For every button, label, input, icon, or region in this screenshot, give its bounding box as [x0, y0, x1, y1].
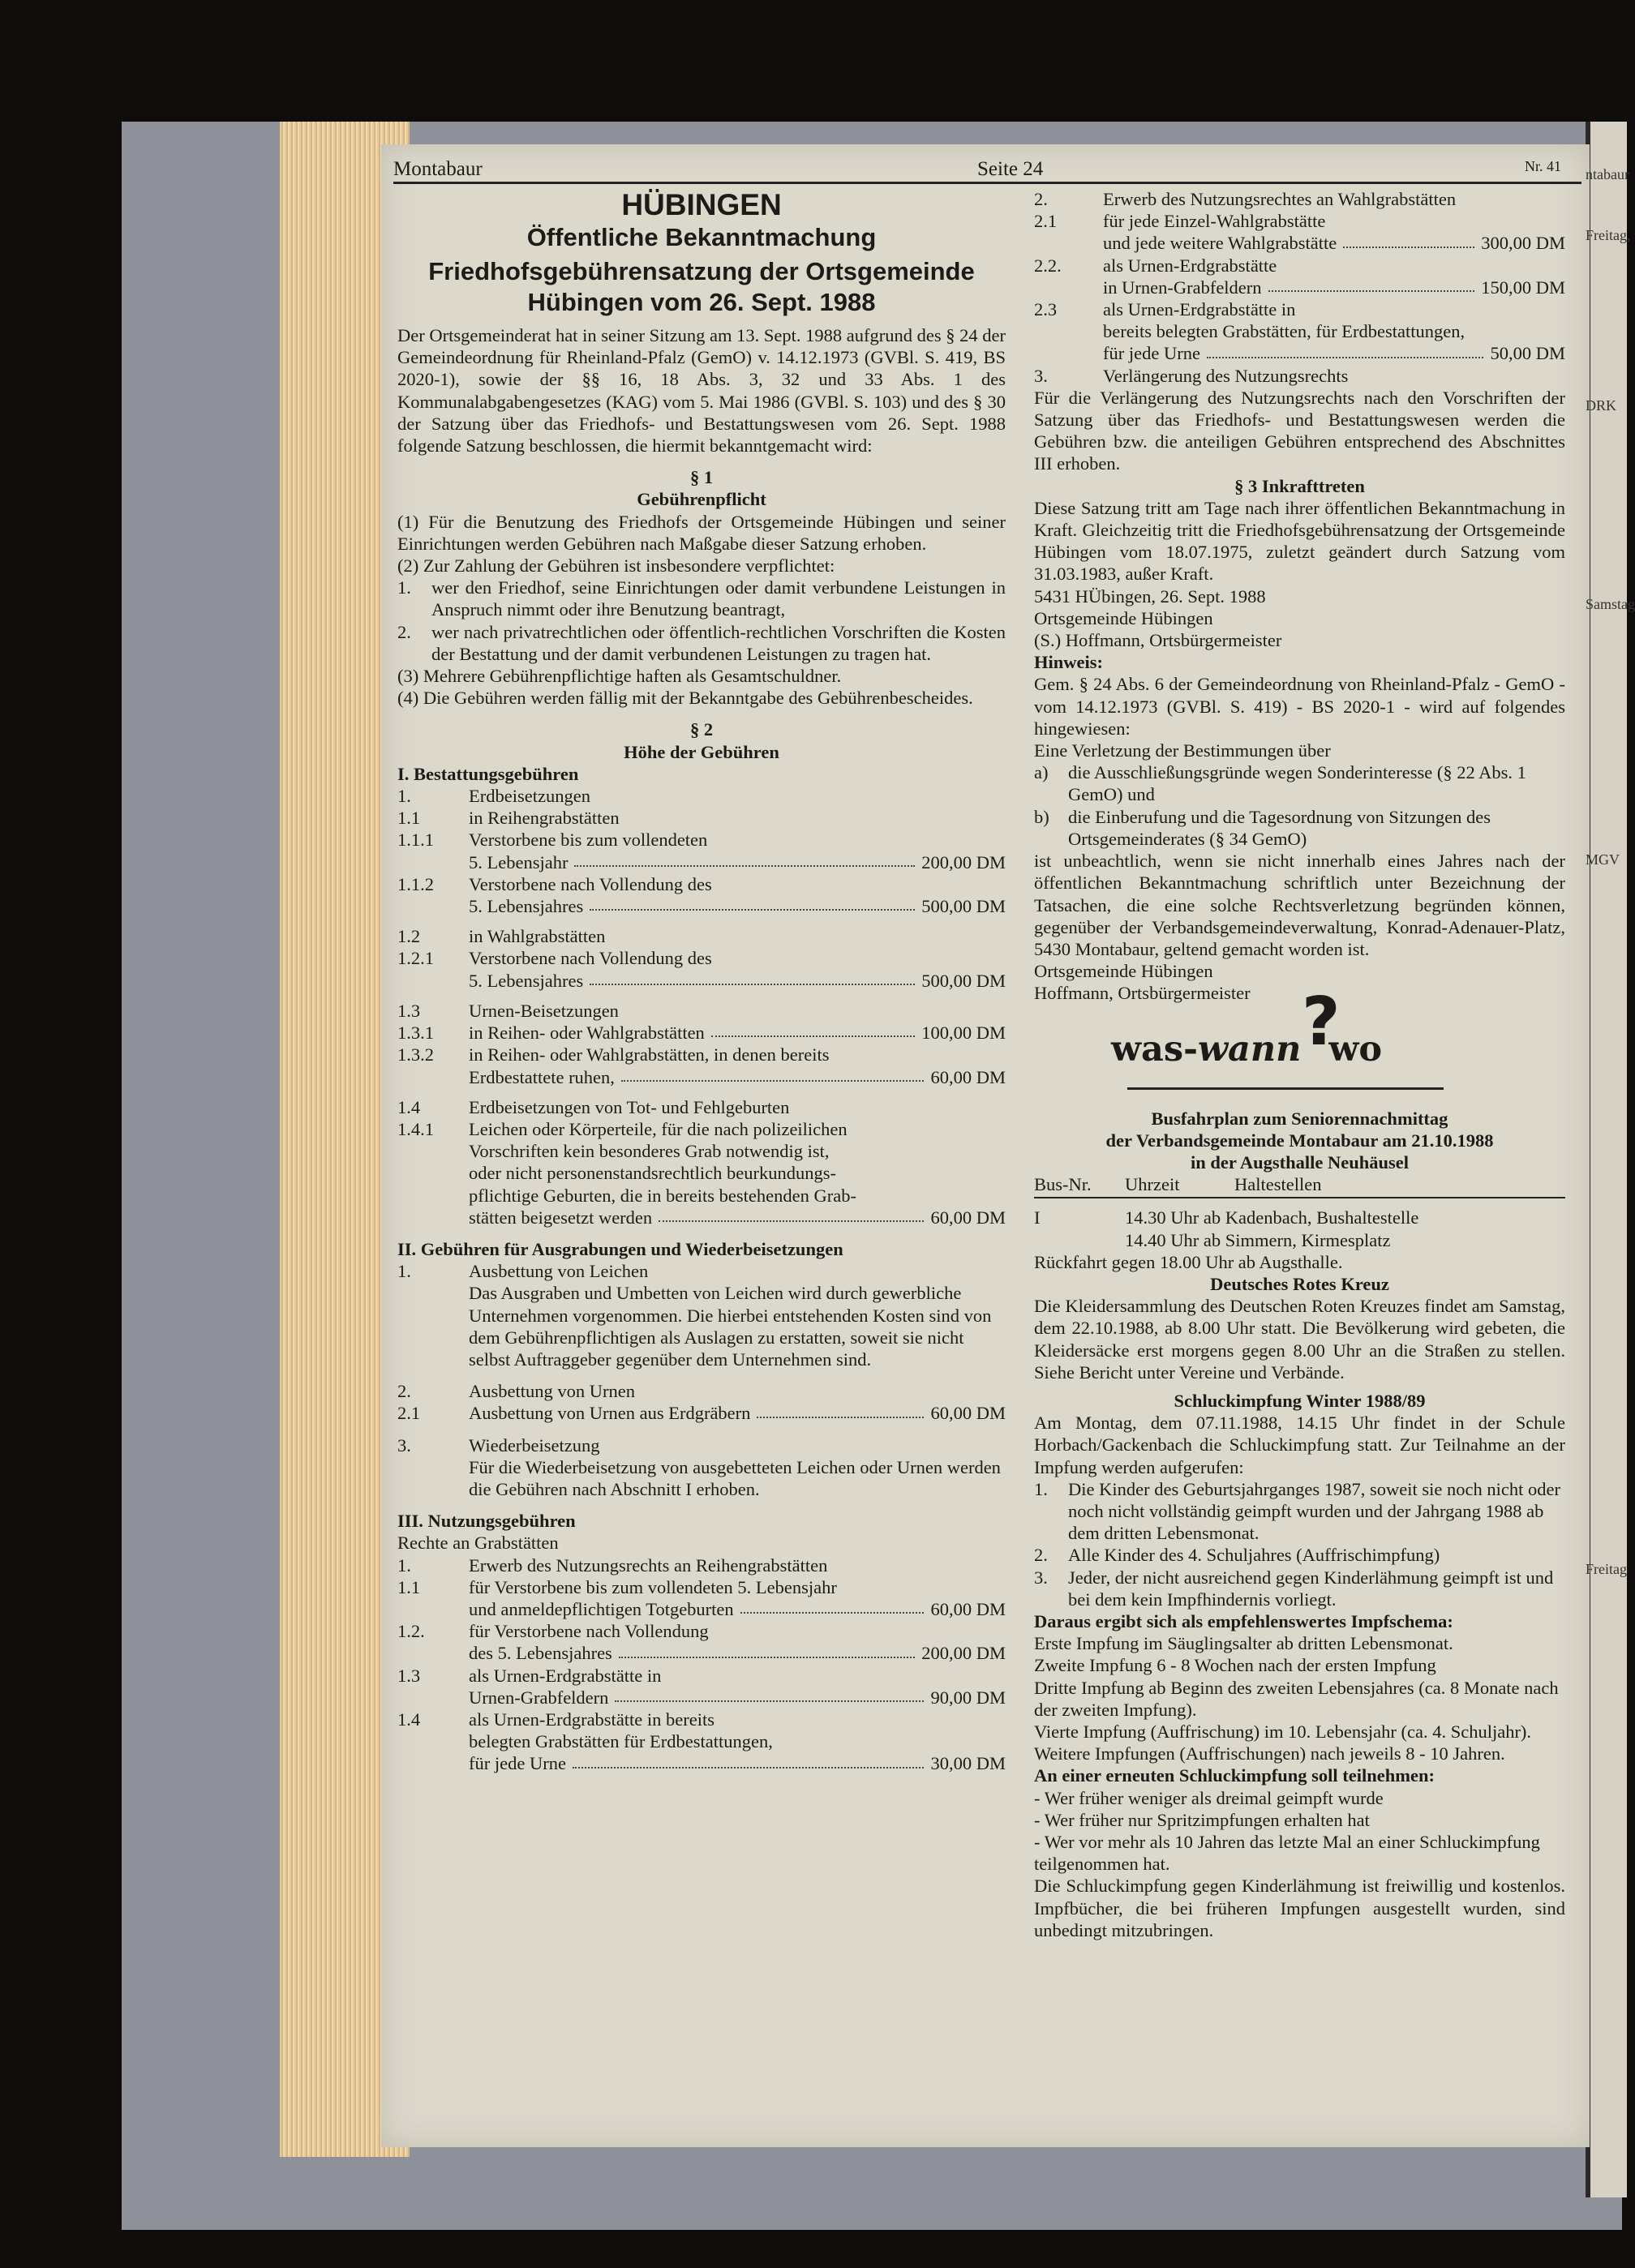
fee-number: 1.	[397, 786, 411, 807]
edge-text: DRK	[1586, 397, 1617, 414]
fee-text: und jede weitere Wahlgrabstätte	[1103, 233, 1337, 254]
bus-row	[1034, 1207, 1565, 1250]
notice-item	[1034, 761, 1565, 805]
fee-text: Verstorbene nach Vollendung des	[469, 948, 712, 969]
fee-price: 60,00 DM	[930, 1403, 1006, 1424]
item-text: wer den Friedhof, seine Einrichtungen oder damit verbundene Leistungen in Anspruch nimmt oder ihre Benutzung beantragt,	[431, 577, 1006, 620]
fee-row	[1034, 188, 1565, 210]
vaccination-text: Am Montag, dem 07.11.1988, 14.15 Uhr findet in der Schule Horbach/Gackenbach die Schluckimpfung statt. Zur Teilnahme an der Impfung werden aufgerufen:	[1034, 1413, 1565, 1477]
item-text: die Ausschließungsgründe wegen Sonderinteresse (§ 22 Abs. 1 GemO) und	[1068, 762, 1526, 805]
section-1-paragraph-3: (3) Mehrere Gebührenpflichtige haften als Gesamtschuldner.	[397, 666, 842, 687]
fee-text: und anmeldepflichtigen Totgeburten	[469, 1598, 734, 1619]
fee-text: in Wahlgrabstätten	[469, 926, 606, 947]
fee-text: des 5. Lebensjahres	[469, 1643, 612, 1664]
fee-number: 1.2.	[397, 1621, 425, 1642]
fee-row	[397, 873, 1006, 917]
part-3-subheading: Rechte an Grabstätten	[397, 1533, 559, 1554]
schema-line: Weitere Impfungen (Auffrischungen) nach jeweils 8 - 10 Jahren.	[1034, 1743, 1505, 1764]
part-3-heading: III. Nutzungsgebühren	[397, 1511, 576, 1532]
part-2-heading: II. Gebühren für Ausgrabungen und Wiederbeisetzungen	[397, 1238, 843, 1259]
fee-text: als Urnen-Erdgrabstätte	[1103, 255, 1277, 276]
fee-row	[1034, 210, 1565, 254]
fee-text: Urnen-Beisetzungen	[469, 1000, 619, 1021]
signer: (S.) Hoffmann, Ortsbürgermeister	[1034, 630, 1282, 651]
bus-column-header: Bus-Nr.	[1034, 1174, 1092, 1195]
fee-text: Erwerb des Nutzungsrechts an Reihengrabstätten	[469, 1554, 828, 1576]
repeat-line: - Wer früher weniger als dreimal geimpft wurde	[1034, 1787, 1384, 1808]
edge-text: Freitag,	[1586, 227, 1631, 243]
schema-line: Vierte Impfung (Auffrischung) im 10. Lebensjahr (ca. 4. Schuljahr).	[1034, 1721, 1532, 1742]
fee-number: 3.	[397, 1434, 411, 1456]
fee-row	[397, 1554, 1006, 1576]
fee-price: 100,00 DM	[921, 1023, 1006, 1044]
fee-number: 1.4	[397, 1709, 421, 1730]
edge-text: Samstag	[1586, 596, 1635, 612]
item-number: a)	[1034, 762, 1049, 783]
vaccination-item	[1034, 1544, 1565, 1566]
section-1-paragraph-2: (2) Zur Zahlung der Gebühren ist insbesondere verpflichtet:	[397, 555, 835, 577]
item-text: Jeder, der nicht ausreichend gegen Kinderlähmung geimpft ist und bei dem kein Impfhindernis vorliegt.	[1068, 1567, 1554, 1610]
fee-text: Ausbettung von Leichen	[469, 1261, 649, 1282]
fee-price: 500,00 DM	[921, 970, 1006, 991]
fee-text: Leichen oder Körperteile, für die nach polizeilichen	[469, 1118, 848, 1139]
fee-text: in Reihen- oder Wahlgrabstätten, in denen bereits	[469, 1044, 830, 1065]
repeat-title: An einer erneuten Schluckimpfung soll teilnehmen:	[1034, 1765, 1435, 1786]
fee-row	[397, 1000, 1006, 1022]
fee-text: Erwerb des Nutzungsrechtes an Wahlgrabstätten	[1103, 189, 1457, 209]
fee-row	[397, 807, 1006, 829]
vaccination-title: Schluckimpfung Winter 1988/89	[1174, 1390, 1426, 1411]
item-text: Die Kinder des Geburtsjahrganges 1987, soweit sie noch nicht oder noch nicht vollständig geimpft wurden und der Jahrgang 1988 ab dem dritten Lebensmonat.	[1068, 1478, 1560, 1544]
schema-title: Daraus ergibt sich als empfehlenswertes Impfschema:	[1034, 1610, 1453, 1631]
vaccination-item	[1034, 1478, 1565, 1545]
fee-text: pflichtige Geburten, die in bereits bestehenden Grab-	[469, 1185, 856, 1206]
article-heading: Friedhofsgebührensatzung der Ortsgemeinde Hübingen vom 26. Sept. 1988	[428, 257, 975, 316]
notice-text: ist unbeachtlich, wenn sie nicht innerhalb eines Jahres nach der öffentlichen Bekanntmachung schriftlich unter Bezeichnung der Tatsachen, die eine solche Rechtsverletzung begründen können, gegenüber der Verbandsgemeindeverwaltung, Konrad-Adenauer-Platz, 5430 Montabaur, geltend gemacht worden ist.	[1034, 851, 1565, 959]
fee-text: Verstorbene nach Vollendung des	[469, 873, 712, 894]
article-subtitle: Öffentliche Bekanntmachung	[526, 223, 877, 251]
item-number: 1.	[1034, 1478, 1048, 1499]
bus-column-header: Haltestellen	[1234, 1174, 1322, 1195]
fee-row	[397, 1456, 1006, 1500]
bus-title: der Verbandsgemeinde Montabaur am 21.10.1988	[1105, 1130, 1494, 1151]
fee-number: 2.2.	[1034, 255, 1062, 276]
fee-text: in Urnen-Grabfeldern	[1103, 277, 1262, 298]
section-1-paragraph-4: (4) Die Gebühren werden fällig mit der Bekanntgabe des Gebührenbescheides.	[397, 688, 973, 709]
edge-text: ntabaur	[1586, 166, 1629, 182]
fee-number: 2.	[397, 1381, 411, 1402]
signer: Ortsgemeinde Hübingen	[1034, 961, 1213, 982]
fee-text: bereits belegten Grabstätten, für Erdbestattungen,	[1103, 321, 1465, 342]
fee-row	[397, 1380, 1006, 1402]
bus-title: in der Augsthalle Neuhäusel	[1190, 1151, 1409, 1173]
notice-title: Hinweis:	[1034, 652, 1104, 673]
signer: Ortsgemeinde Hübingen	[1034, 607, 1213, 628]
fee-row	[397, 1096, 1006, 1118]
bus-number: I	[1034, 1207, 1041, 1228]
section-1-item	[397, 577, 1006, 620]
fee-row	[397, 785, 1006, 807]
section-3-paragraph: Diese Satzung tritt am Tage nach ihrer öffentlichen Bekanntmachung in Kraft. Gleichzeitig tritt die Friedhofsgebührensatzung der Ortsgemeinde Hübingen vom 18.07.1975, zuletzt geändert durch Satzung vom 31.03.1983, außer Kraft.	[1034, 497, 1565, 585]
fee-text: Ausbettung von Urnen	[469, 1381, 635, 1402]
fee-row	[397, 1665, 1006, 1709]
fee-number: 1.3.1	[397, 1023, 434, 1044]
fee-row	[397, 1434, 1006, 1456]
fee-number: 1.3	[397, 1000, 421, 1021]
fee-number: 1.1.1	[397, 830, 434, 851]
bus-column-header: Uhrzeit	[1125, 1174, 1180, 1195]
fee-text: oder nicht personenstandsrechtlich beurkundungs-	[469, 1163, 836, 1184]
fee-text: als Urnen-Erdgrabstätte in bereits	[469, 1709, 715, 1730]
fee-number: 1.1.2	[397, 873, 434, 894]
fee-text: 5. Lebensjahres	[469, 970, 584, 991]
fee-row	[1034, 365, 1565, 387]
item-text: die Einberufung und die Tagesordnung von Sitzungen des Ortsgemeinderates (§ 34 GemO)	[1068, 806, 1491, 849]
fee-number: 2.	[1034, 189, 1048, 209]
repeat-line: - Wer vor mehr als 10 Jahren das letzte Mal an einer Schluckimpfung teilgenommen hat.	[1034, 1832, 1540, 1875]
place-date: 5431 HÜbingen, 26. Sept. 1988	[1034, 585, 1266, 607]
logo-text: was-wann wo	[1111, 1028, 1383, 1070]
fee-text: Wiederbeisetzung	[469, 1434, 600, 1456]
fee-number: 2.1	[397, 1403, 421, 1424]
fee-price: 60,00 DM	[930, 1598, 1006, 1619]
item-number: b)	[1034, 806, 1049, 827]
fee-number: 1.1	[397, 808, 421, 829]
fee-row	[397, 1282, 1006, 1370]
fee-number: 1.3	[397, 1665, 421, 1686]
fee-table	[397, 785, 1006, 1228]
fee-number: 2.3	[1034, 299, 1058, 320]
fee-row	[397, 1620, 1006, 1664]
fee-row	[397, 925, 1006, 947]
edge-text: MGV	[1586, 851, 1620, 868]
part-1-heading: I. Bestattungsgebühren	[397, 763, 579, 784]
fee-number: 3.	[1034, 365, 1048, 386]
header-left: Montabaur	[393, 158, 483, 180]
fee-row	[397, 1022, 1006, 1044]
schema-line: Zweite Impfung 6 - 8 Wochen nach der ersten Impfung	[1034, 1655, 1436, 1676]
fee-text: Vorschriften kein besonderes Grab notwendig ist,	[469, 1141, 830, 1162]
fee-number: 1.	[397, 1261, 411, 1282]
section-1-item	[397, 621, 1006, 665]
article-title: HÜBINGEN	[621, 188, 782, 221]
bus-title: Busfahrplan zum Seniorennachmittag	[1151, 1108, 1448, 1129]
notice-item	[1034, 806, 1565, 850]
fee-text: für jede Urne	[469, 1753, 566, 1774]
fee-number: 2.1	[1034, 211, 1058, 232]
notice-text: Eine Verletzung der Bestimmungen über	[1034, 740, 1331, 761]
fee-number: 1.1	[397, 1576, 421, 1597]
fee-row	[397, 1402, 1006, 1424]
fee-text: Erdbeisetzungen	[469, 786, 590, 807]
fee-price: 50,00 DM	[1490, 343, 1565, 364]
schema-line: Dritte Impfung ab Beginn des zweiten Lebensjahres (ca. 8 Monate nach der zweiten Impfung).	[1034, 1677, 1559, 1720]
fee-price: 90,00 DM	[930, 1687, 1006, 1708]
right-column	[1034, 188, 1565, 1941]
item-number: 2.	[397, 621, 411, 642]
header-rule	[393, 182, 1581, 184]
fee-price: 60,00 DM	[930, 1066, 1006, 1087]
fee-text: als Urnen-Erdgrabstätte in	[469, 1665, 662, 1686]
fee-text: für Verstorbene nach Vollendung	[469, 1621, 709, 1642]
question-mark-icon: ?	[1302, 983, 1341, 1061]
header-right: Nr. 41	[1525, 158, 1561, 174]
section-1-number: § 1	[689, 467, 714, 488]
fee-row	[397, 1118, 1006, 1228]
fee-price: 30,00 DM	[930, 1753, 1006, 1774]
fee-row	[397, 1576, 1006, 1620]
fee-number: 1.4	[397, 1096, 421, 1117]
section-3-title: § 3 Inkrafttreten	[1234, 475, 1365, 496]
bus-return: Rückfahrt gegen 18.00 Uhr ab Augsthalle.	[1034, 1251, 1343, 1272]
section-2-title: Höhe der Gebühren	[624, 741, 779, 762]
signer: Hoffmann, Ortsbürgermeister	[1034, 983, 1251, 1004]
fee-text: Erdbeisetzungen von Tot- und Fehlgeburten	[469, 1096, 790, 1117]
extension-paragraph: Für die Verlängerung des Nutzungsrechts nach den Vorschriften der Satzung über das Friedhofs- und Bestattungswesen werden die Gebühren bzw. die anteiligen Gebühren entsprechend des Abschnittes III erhoben.	[1034, 387, 1565, 474]
fee-description: Für die Wiederbeisetzung von ausgebetteten Leichen oder Urnen werden die Gebühren nach Abschnitt I erhoben.	[469, 1456, 1001, 1499]
fee-price: 200,00 DM	[921, 1643, 1006, 1664]
fee-number: 1.	[397, 1554, 411, 1576]
fee-description: Das Ausgraben und Umbetten von Leichen wird durch gewerbliche Unternehmen vorgenommen. Die hierbei entstehenden Kosten sind von dem Gebührenpflichtigen als Auslagen zu erstatten, soweit sie nicht selbst Auftraggeber gegenüber dem Unternehmen sind.	[469, 1283, 992, 1370]
right-fee-table	[1034, 188, 1565, 365]
fee-text: stätten beigesetzt werden	[469, 1207, 653, 1228]
fee-text: 5. Lebensjahr	[469, 851, 569, 872]
fee-row	[397, 1044, 1006, 1087]
repeat-line: - Wer früher nur Spritzimpfungen erhalten hat	[1034, 1809, 1370, 1830]
vaccination-item	[1034, 1567, 1565, 1610]
closing-text: Die Schluckimpfung gegen Kinderlähmung ist freiwillig und kostenlos. Impfbücher, die bei früheren Impfungen ausgestellt wurden, sind unbedingt mitzubringen.	[1034, 1876, 1565, 1940]
fee-text: belegten Grabstätten für Erdbestattungen,	[469, 1731, 773, 1752]
fee-number: 1.2	[397, 926, 421, 947]
fee-number: 1.3.2	[397, 1044, 434, 1065]
item-text: Alle Kinder des 4. Schuljahres (Auffrischimpfung)	[1068, 1545, 1440, 1566]
fee-text: als Urnen-Erdgrabstätte in	[1103, 299, 1296, 320]
section-2-number: § 2	[689, 719, 714, 740]
fee-row	[397, 1709, 1006, 1775]
fee-number: 1.4.1	[397, 1118, 434, 1139]
fee-price: 200,00 DM	[921, 851, 1006, 872]
fee-text: für jede Einzel-Wahlgrabstätte	[1103, 211, 1326, 232]
item-number: 3.	[1034, 1567, 1048, 1588]
intro-paragraph: Der Ortsgemeinderat hat in seiner Sitzung am 13. Sept. 1988 aufgrund des § 24 der Gemeindeordnung für Rheinland-Pfalz (GemO) v. 14.12.1973 (GVBl. S. 419, BS 2020-1), sowie der §§ 16, 18 Abs. 3, 32 und 33 Abs. 1 des Kommunalabgabengesetzes (KAG) vom 5. Mai 1986 (GVBl. S. 103) und des § 30 der Satzung über das Friedhofs- und Bestattungswesen vom 26. Sept. 1988 folgende Satzung beschlossen, die hiermit bekanntgemacht wird:	[397, 325, 1006, 457]
drk-text: Die Kleidersammlung des Deutschen Roten Kreuzes findet am Samstag, dem 22.10.1988, ab 8.00 Uhr statt. Die Bevölkerung wird gebeten, die Kleidersäcke erst morgens gegen 8.00 Uhr an die Straßen zu stellen. Siehe Bericht unter Vereine und Verbände.	[1034, 1296, 1565, 1383]
drk-title: Deutsches Rotes Kreuz	[1210, 1273, 1389, 1294]
next-page-edge	[1586, 122, 1627, 2197]
item-number: 1.	[397, 577, 411, 598]
left-column	[397, 188, 1006, 1775]
fee-number: 1.2.1	[397, 948, 434, 969]
fee-text: in Reihengrabstätten	[469, 808, 620, 829]
fee-text: Urnen-Grabfeldern	[469, 1687, 609, 1708]
fee-text: Verlängerung des Nutzungsrechts	[1103, 365, 1349, 386]
fee-row	[397, 829, 1006, 872]
item-number: 2.	[1034, 1545, 1048, 1566]
item-text: wer nach privatrechtlichen oder öffentlich-rechtlichen Vorschriften die Kosten der Bestattung und der damit verbundenen Leistungen zu tragen hat.	[431, 621, 1006, 664]
fee-row	[397, 1260, 1006, 1282]
fee-text: Verstorbene bis zum vollendeten	[469, 830, 708, 851]
fee-text: Erdbestattete ruhen,	[469, 1066, 615, 1087]
fee-text: 5. Lebensjahres	[469, 896, 584, 917]
bus-times: 14.30 Uhr ab Kadenbach, Bushaltestelle 14.40 Uhr ab Simmern, Kirmesplatz	[1125, 1207, 1419, 1250]
schema-line: Erste Impfung im Säuglingsalter ab dritten Lebensmonat.	[1034, 1633, 1453, 1654]
section-1-paragraph-1: (1) Für die Benutzung des Friedhofs der Ortsgemeinde Hübingen und seiner Einrichtungen werden Gebühren nach Maßgabe dieser Satzung erhoben.	[397, 511, 1006, 554]
fee-row	[397, 947, 1006, 991]
notice-text: Gem. § 24 Abs. 6 der Gemeindeordnung von Rheinland-Pfalz - GemO - vom 14.12.1973 (GVBl. S. 419) - BS 2020-1 - wird auf folgendes hingewiesen:	[1034, 674, 1565, 739]
fee-price: 60,00 DM	[930, 1207, 1006, 1228]
fee-text: in Reihen- oder Wahlgrabstätten	[469, 1023, 705, 1044]
bus-table-header	[1034, 1173, 1565, 1198]
logo-underline	[1127, 1087, 1444, 1090]
header-center: Seite 24	[977, 158, 1044, 180]
fee-price: 150,00 DM	[1481, 277, 1565, 298]
fee-price: 500,00 DM	[921, 896, 1006, 917]
section-1-title: Gebührenpflicht	[637, 489, 766, 510]
fee-row	[1034, 298, 1565, 365]
fee-price: 300,00 DM	[1481, 233, 1565, 254]
fee-row	[1034, 255, 1565, 298]
fee-text: für Verstorbene bis zum vollendeten 5. Lebensjahr	[469, 1576, 837, 1597]
fee-text: für jede Urne	[1103, 343, 1200, 364]
edge-text: Freitag	[1586, 1561, 1627, 1577]
usage-fee-table	[397, 1554, 1006, 1775]
fee-text: Ausbettung von Urnen aus Erdgräbern	[469, 1403, 751, 1424]
